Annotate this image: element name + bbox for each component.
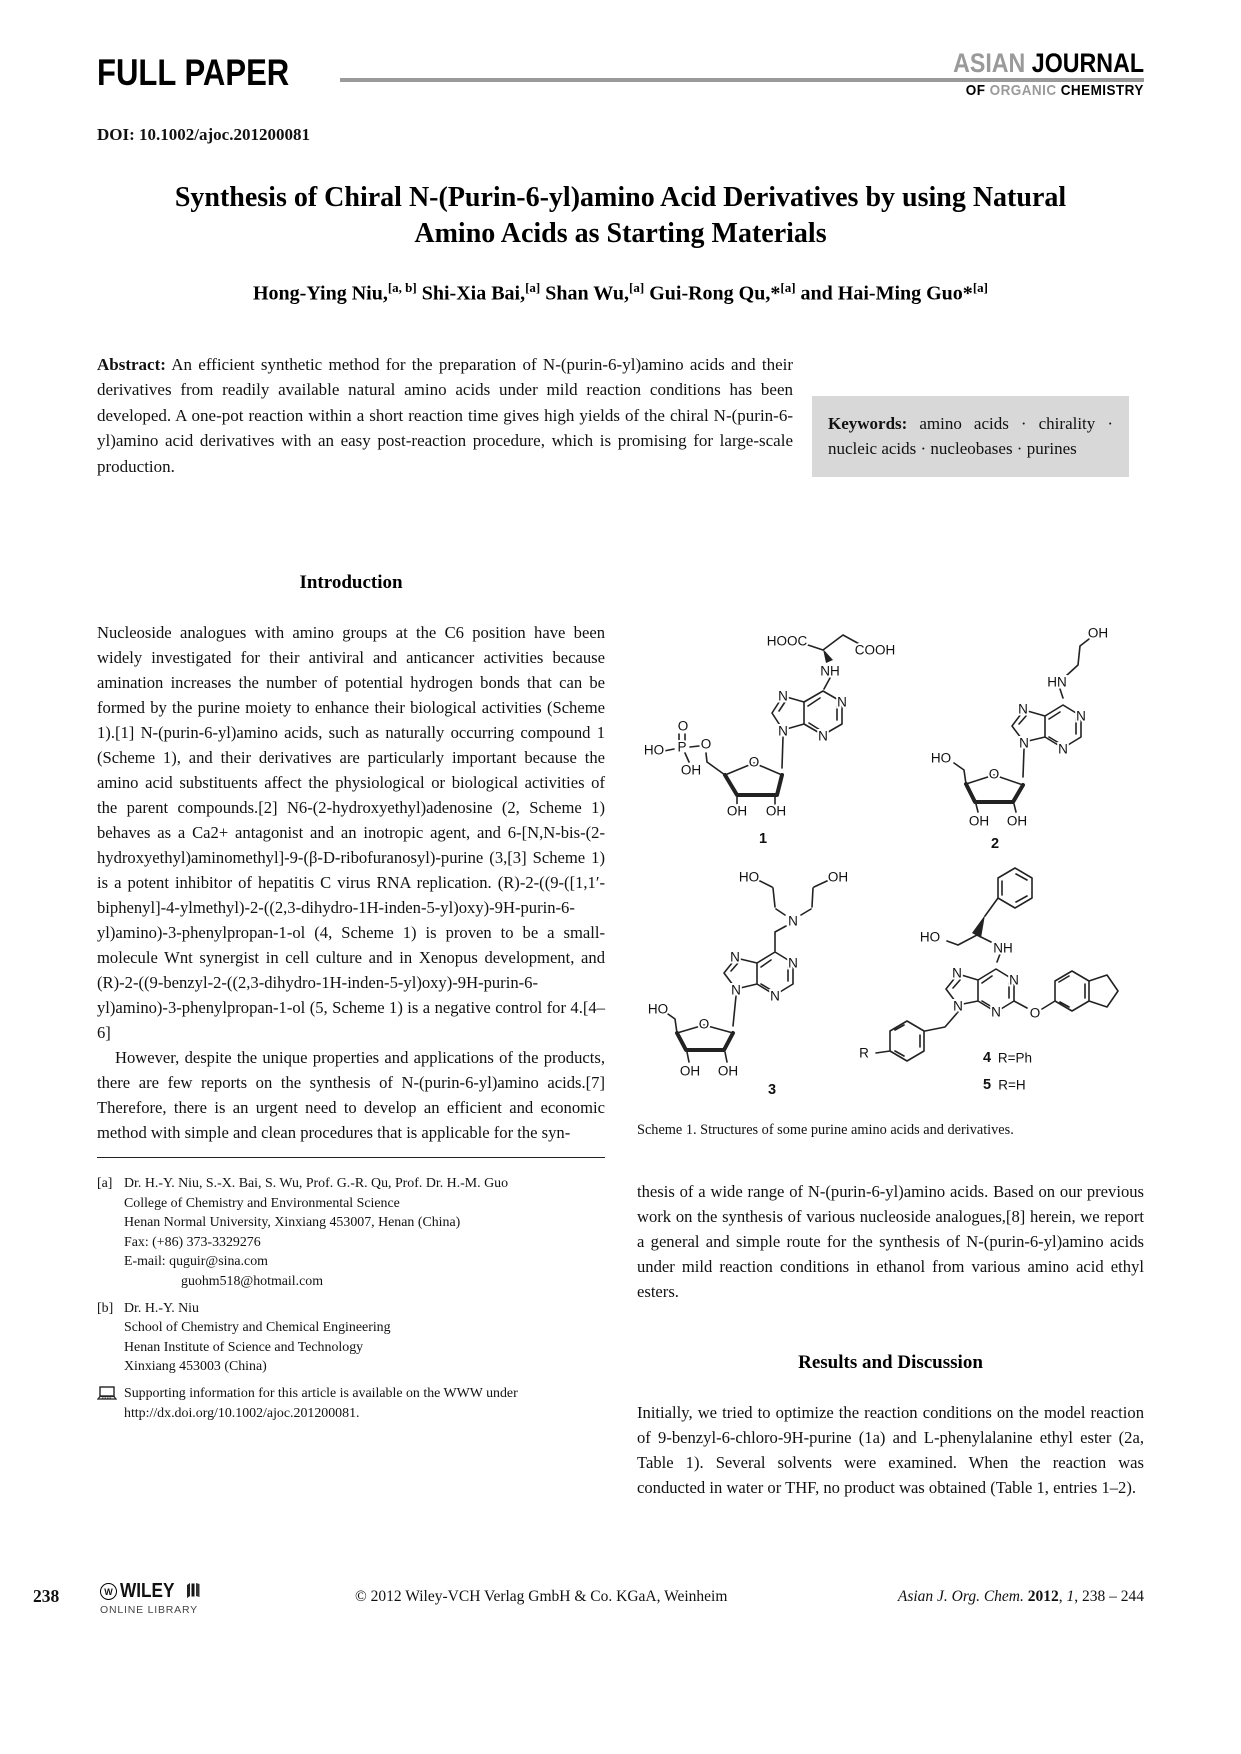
atom-label: N (1076, 708, 1086, 724)
author: Shan Wu, (540, 282, 630, 305)
footnote-a: [a] Dr. H.-Y. Niu, S.-X. Bai, S. Wu, Prof. G.-R. Qu, Prof. Dr. H.-M. Guo College of Chemistry and Environmental Science Henan Normal University, Xinxiang 453007, Henan (China) Fax: (+86) 373-3329276 E-mail: quguir@sina.com guohm518@hotmail.com (97, 1176, 509, 1289)
atom-label: OH (968, 813, 990, 829)
author: Hong-Ying Niu, (253, 282, 388, 305)
introduction-paragraph-1: Nucleoside analogues with amino groups at the C6 position have been widely investigated for their antiviral and anticancer activities because amination increases the number of potential hydrogen bonds that can be formed by the purine moiety to enhance their biological activities (Scheme 1).[1] N-(purin-6-yl)amino acids, such as naturally occurring compound 1 (Scheme 1), and their derivatives are particularly important because the amino acid substituents affect the physiological or biological activities of the parent compounds.[2] N6-(2-hydroxyethyl)adenosine (2, Scheme 1) behaves as a Ca2+ antagonist and an inotropic agent, and 6-[N,N-bis-(2-hydroxyethyl)aminomethyl]-9-(β-D-ribofuranosyl)-purine (3,[3] Scheme 1) is a potent inhibitor of hepatitis C virus RNA replication. (R)-2-((9-([1,1′-biphenyl]-4-ylmethyl)-2-((2,3-dihydro-1H-inden-5-yl)oxy)-9H-purin-6-yl)amino)-3-phenylpropan-1-ol (4, Scheme 1) is proven to be a small-molecule Wnt synergist in cell culture and in Xenopus development, and (R)-2-((9-benzyl-2-((2,3-dihydro-1H-inden-5-yl)oxy)-9H-purin-6-yl)amino)-3-phenylpropan-1-ol (5, Scheme 1) is a negative control for 4.[4–6] (97, 623, 605, 1042)
paper-title: Synthesis of Chiral N-(Purin-6-yl)amino Acid Derivatives by using Natural Amino Acids as Starting Materials (174, 182, 1067, 249)
atom-label: N (778, 688, 788, 704)
atom-label: N (991, 1004, 1001, 1020)
atom-label: N (788, 913, 798, 929)
atom-label: OH (1087, 625, 1109, 641)
footnote-rule (97, 1157, 605, 1158)
atom-label: 4 (982, 1050, 992, 1066)
supporting-info-note: Supporting information for this article is available on the WWW under http://dx.doi.org/10.1002/ajoc.201200081. (97, 1384, 605, 1423)
atom-label: HO (738, 869, 760, 885)
atom-label: NH (820, 663, 840, 679)
atom-label: N (778, 723, 788, 739)
scheme-1-figure (637, 550, 1144, 1139)
atom-label: HN (1047, 674, 1067, 690)
atom-label: 5 (982, 1077, 992, 1093)
circle-w-icon: W (100, 1583, 117, 1600)
compound-1-bonds (664, 635, 863, 804)
atom-label: N (818, 728, 828, 744)
atom-label: N (1019, 735, 1029, 751)
atom-label: O (988, 766, 1000, 782)
atom-label: HO (930, 750, 952, 766)
keywords-label: Keywords: (828, 414, 908, 433)
scheme-svg (637, 550, 1147, 1108)
authors-line: Hong-Ying Niu,[a, b] Shi-Xia Bai,[a] Shan Wu,[a] Gui-Rong Qu,*[a] and Hai-Ming Guo*[a] (253, 280, 988, 305)
journal-logo-asian: ASIAN (953, 48, 1032, 78)
atom-label: N (1058, 741, 1068, 757)
journal-logo-journal: JOURNAL (1031, 48, 1144, 78)
atom-label: OH (726, 803, 748, 819)
books-icon (186, 1581, 202, 1603)
atom-label: N (952, 965, 962, 981)
footnotes (97, 1174, 605, 1423)
atom-label: NH (993, 940, 1013, 956)
atom-label: O (1029, 1005, 1041, 1021)
compound-4-5-bonds (876, 868, 1118, 1061)
journal-logo-top (953, 48, 1144, 79)
left-column (97, 520, 605, 1423)
introduction-heading: Introduction (299, 572, 403, 593)
atom-label: OH (827, 869, 849, 885)
atom-label: HO (647, 1001, 669, 1017)
atom-label: O (748, 754, 760, 770)
author: Gui-Rong Qu,* (644, 282, 781, 305)
atom-label: OH (765, 803, 787, 819)
page-number: 238 (33, 1586, 60, 1606)
scheme-caption: Scheme 1. Structures of some purine amino acids and derivatives. (637, 1122, 1014, 1138)
atom-label: N (837, 694, 847, 710)
right-column-paragraph: thesis of a wide range of N-(purin-6-yl)amino acids. Based on our previous work on the synthesis of various nucleoside analogues,[8] herein, we report a general and simple route for the synthesis of N-(purin-6-yl)amino acids under mild reaction conditions in ethanol from various amino acid ethyl esters. (637, 1182, 1144, 1301)
atom-label: O (698, 1016, 710, 1032)
atom-label: R (859, 1045, 869, 1061)
author: and Hai-Ming Guo* (795, 282, 973, 305)
atom-label: N (1018, 701, 1028, 717)
atom-label: N (1009, 972, 1019, 988)
results-paragraph-1: Initially, we tried to optimize the reaction conditions on the model reaction of 9-benzyl-6-chloro-9H-purine (1a) and L-phenylalanine ethyl ester (2a, Table 1). Several solvents were examined. When the reaction was conducted in water or THF, no product was obtained (Table 1, entries 1–2). (637, 1403, 1144, 1497)
right-column (637, 550, 1144, 1500)
atom-label: N (730, 949, 740, 965)
atom-label: OH (717, 1063, 739, 1079)
abstract-label: Abstract: (97, 355, 166, 374)
atom-label: N (953, 998, 963, 1014)
compound-1-wedge (823, 649, 833, 663)
abstract: Abstract: An efficient synthetic method for the preparation of N-(purin-6-yl)amino acids and their derivatives from readily available natural amino acids under mild reaction conditions has been developed. A one-pot reaction within a short reaction time gives high yields of the chiral N-(purin-6-yl)amino acid derivatives with an easy post-reaction procedure, which is promising for large-scale production. (97, 355, 793, 476)
atom-label: OH (680, 762, 702, 778)
journal-logo-bottom: OF ORGANIC CHEMISTRY (965, 82, 1144, 99)
online-library-label: ONLINE LIBRARY (100, 1604, 198, 1616)
atom-label: OH (679, 1063, 701, 1079)
wiley-logo (100, 1580, 202, 1616)
compound-3-bonds (668, 880, 829, 1062)
copyright-line: © 2012 Wiley-VCH Verlag GmbH & Co. KGaA, Weinheim (355, 1588, 728, 1605)
atom-label: 1 (758, 831, 768, 847)
atom-label: O (677, 718, 689, 734)
atom-label: 3 (767, 1082, 777, 1098)
footnote-a-marker: [a] (97, 1176, 113, 1191)
footnote-b-marker: [b] (97, 1300, 114, 1316)
keywords-box: Keywords: amino acids · chirality · nucleic acids · nucleobases · purines (812, 396, 1129, 477)
atom-label: HO (919, 929, 941, 945)
wiley-wordmark: WILEY (120, 1580, 175, 1602)
atom-label: N (770, 988, 780, 1004)
atom-label: OH (1006, 813, 1028, 829)
atom-label: HO (643, 742, 665, 758)
atom-label: P (677, 739, 687, 755)
atom-label: HOOC (766, 633, 808, 649)
atom-label: COOH (854, 642, 896, 658)
doi: DOI: 10.1002/ajoc.201200081 (97, 125, 310, 144)
article-type-banner: FULL PAPER (97, 52, 290, 93)
author: Shi-Xia Bai, (416, 282, 526, 305)
results-heading: Results and Discussion (798, 1352, 983, 1373)
atom-label: N (788, 955, 798, 971)
atom-label: N (731, 982, 741, 998)
atom-label: 2 (990, 836, 1000, 852)
footnote-b: [b] Dr. H.-Y. Niu School of Chemistry and Chemical Engineering Henan Institute of Science and Technology Xinxiang 453003 (China) (97, 1300, 391, 1375)
compound-4-wedge (972, 915, 985, 938)
laptop-icon (97, 1386, 117, 1409)
atom-label: O (700, 736, 712, 752)
journal-citation: Asian J. Org. Chem. 2012, 1, 238 – 244 (897, 1588, 1144, 1605)
introduction-paragraph-2: However, despite the unique properties and applications of the products, there are few reports on the synthesis of N-(purin-6-yl)amino acids.[7] Therefore, there is an urgent need to develop an efficient and economic method with simple and clean procedures that is applicable for the syn- (97, 1048, 605, 1142)
atom-label: R=H (998, 1077, 1026, 1093)
atom-label: R=Ph (997, 1050, 1033, 1066)
